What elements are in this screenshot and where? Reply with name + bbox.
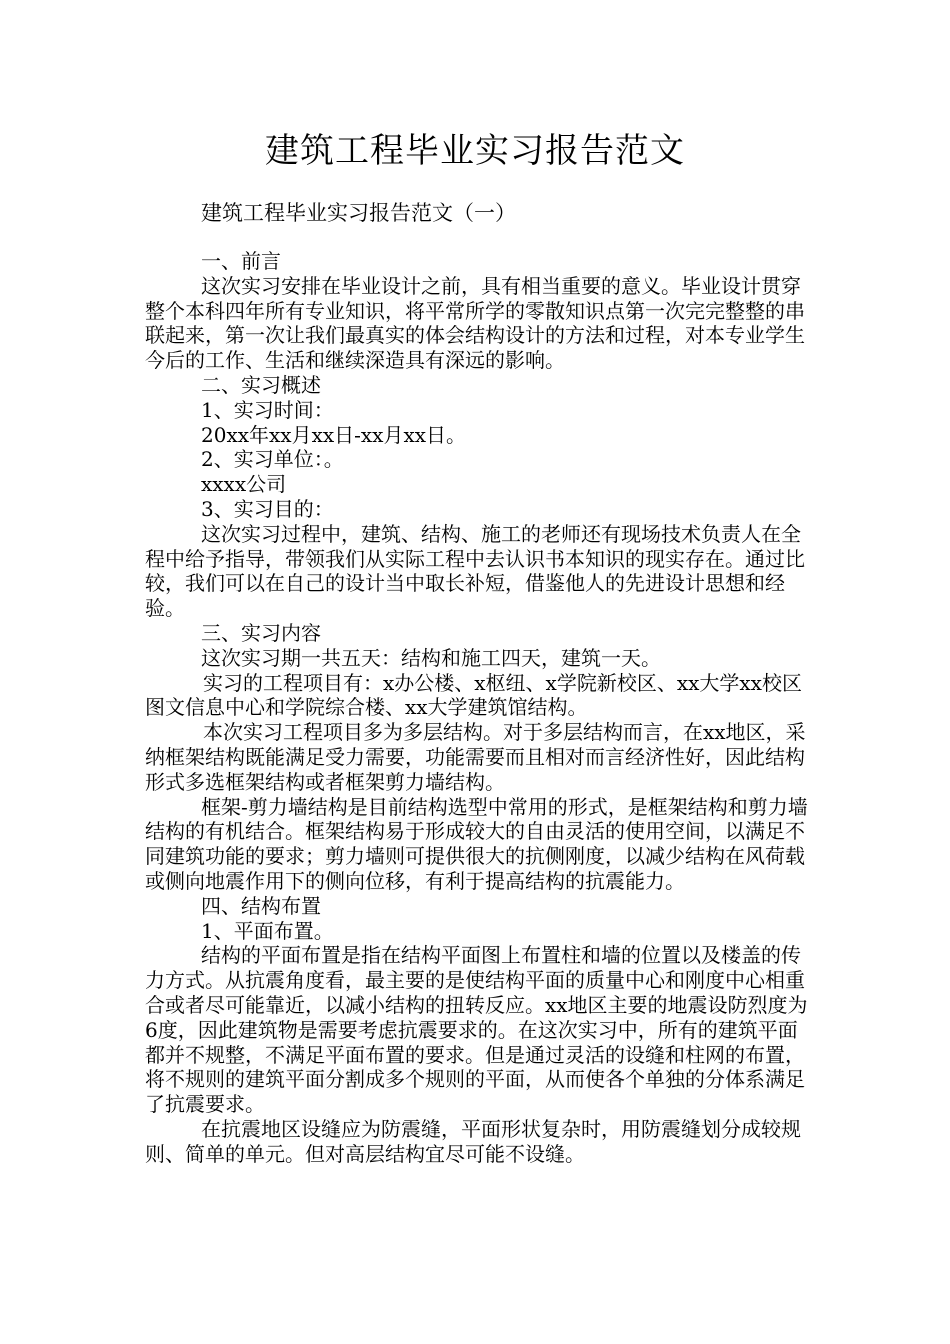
paragraph-preface: 这次实习安排在毕业设计之前，具有相当重要的意义。毕业设计贯穿整个本科四年所有专业知识，将平常所学的零散知识点第一次完完整整的串联起来，第一次让我们最真实的体会结构设计的方法和过程，对本专业学生今后的工作、生活和继续深造具有深远的影响。 [145,273,805,373]
section-heading-layout: 四、结构布置 [201,893,321,918]
item-internship-unit-value: xxxx公司 [201,472,287,497]
paragraph-seismic-joint: 在抗震地区设缝应为防震缝，平面形状复杂时，用防震缝划分成较规则、简单的单元。但对高层结构宜尽可能不设缝。 [145,1116,801,1166]
item-internship-time-label: 1、实习时间： [201,397,334,422]
item-plane-layout-label: 1、平面布置。 [201,918,334,943]
paragraph-plane-layout: 结构的平面布置是指在结构平面图上布置柱和墙的位置以及楼盖的传力方式。从抗震角度看，最主要的是使结构平面的质量中心和刚度中心相重合或者尽可能靠近，以减小结构的扭转反应。xx地区主要的地震设防烈度为6度，因此建筑物是需要考虑抗震要求的。在这次实习中，所有的建筑平面都并不规整，不满足平面布置的要求。但是通过灵活的设缝和柱网的布置，将不规则的建筑平面分割成多个规则的平面，从而使各个单独的分体系满足了抗震要求。 [145,943,808,1117]
section-heading-overview: 二、实习概述 [201,372,321,397]
section-heading-preface: 一、前言 [201,249,281,273]
document-subtitle: 建筑工程毕业实习报告范文（一） [201,201,516,225]
section-heading-content: 三、实习内容 [201,620,321,645]
paragraph-projects: 实习的工程项目有：x办公楼、x枢纽、x学院新校区、xx大学xx校区图文信息中心和学院综合楼、xx大学建筑馆结构。 [145,670,802,720]
paragraph-multistory: 本次实习工程项目多为多层结构。对于多层结构而言，在xx地区，采纳框架结构既能满足受力需要，功能需要而且相对而言经济性好，因此结构形式多选框架结构或者框架剪力墙结构。 [145,720,806,794]
document-title: 建筑工程毕业实习报告范文 [265,131,685,171]
paragraph-purpose: 这次实习过程中，建筑、结构、施工的老师还有现场技术负责人在全程中给予指导，带领我们从实际工程中去认识书本知识的现实存在。通过比较，我们可以在自己的设计当中取长补短，借鉴他人的先进设计思想和经验。 [145,521,805,621]
item-internship-time-value: 20xx年xx月xx日-xx月xx日。 [201,422,466,447]
document-body [145,249,815,1166]
paragraph-duration: 这次实习期一共五天：结构和施工四天，建筑一天。 [201,645,661,670]
item-internship-purpose-label: 3、实习目的： [201,496,334,521]
paragraph-frame-shearwall: 框架-剪力墙结构是目前结构选型中常用的形式，是框架结构和剪力墙结构的有机结合。框架结构易于形成较大的自由灵活的使用空间，以满足不同建筑功能的要求；剪力墙则可提供很大的抗侧刚度，以减少结构在风荷载或侧向地震作用下的侧向位移，有利于提高结构的抗震能力。 [145,794,808,893]
item-internship-unit-label: 2、实习单位：。 [201,447,344,472]
